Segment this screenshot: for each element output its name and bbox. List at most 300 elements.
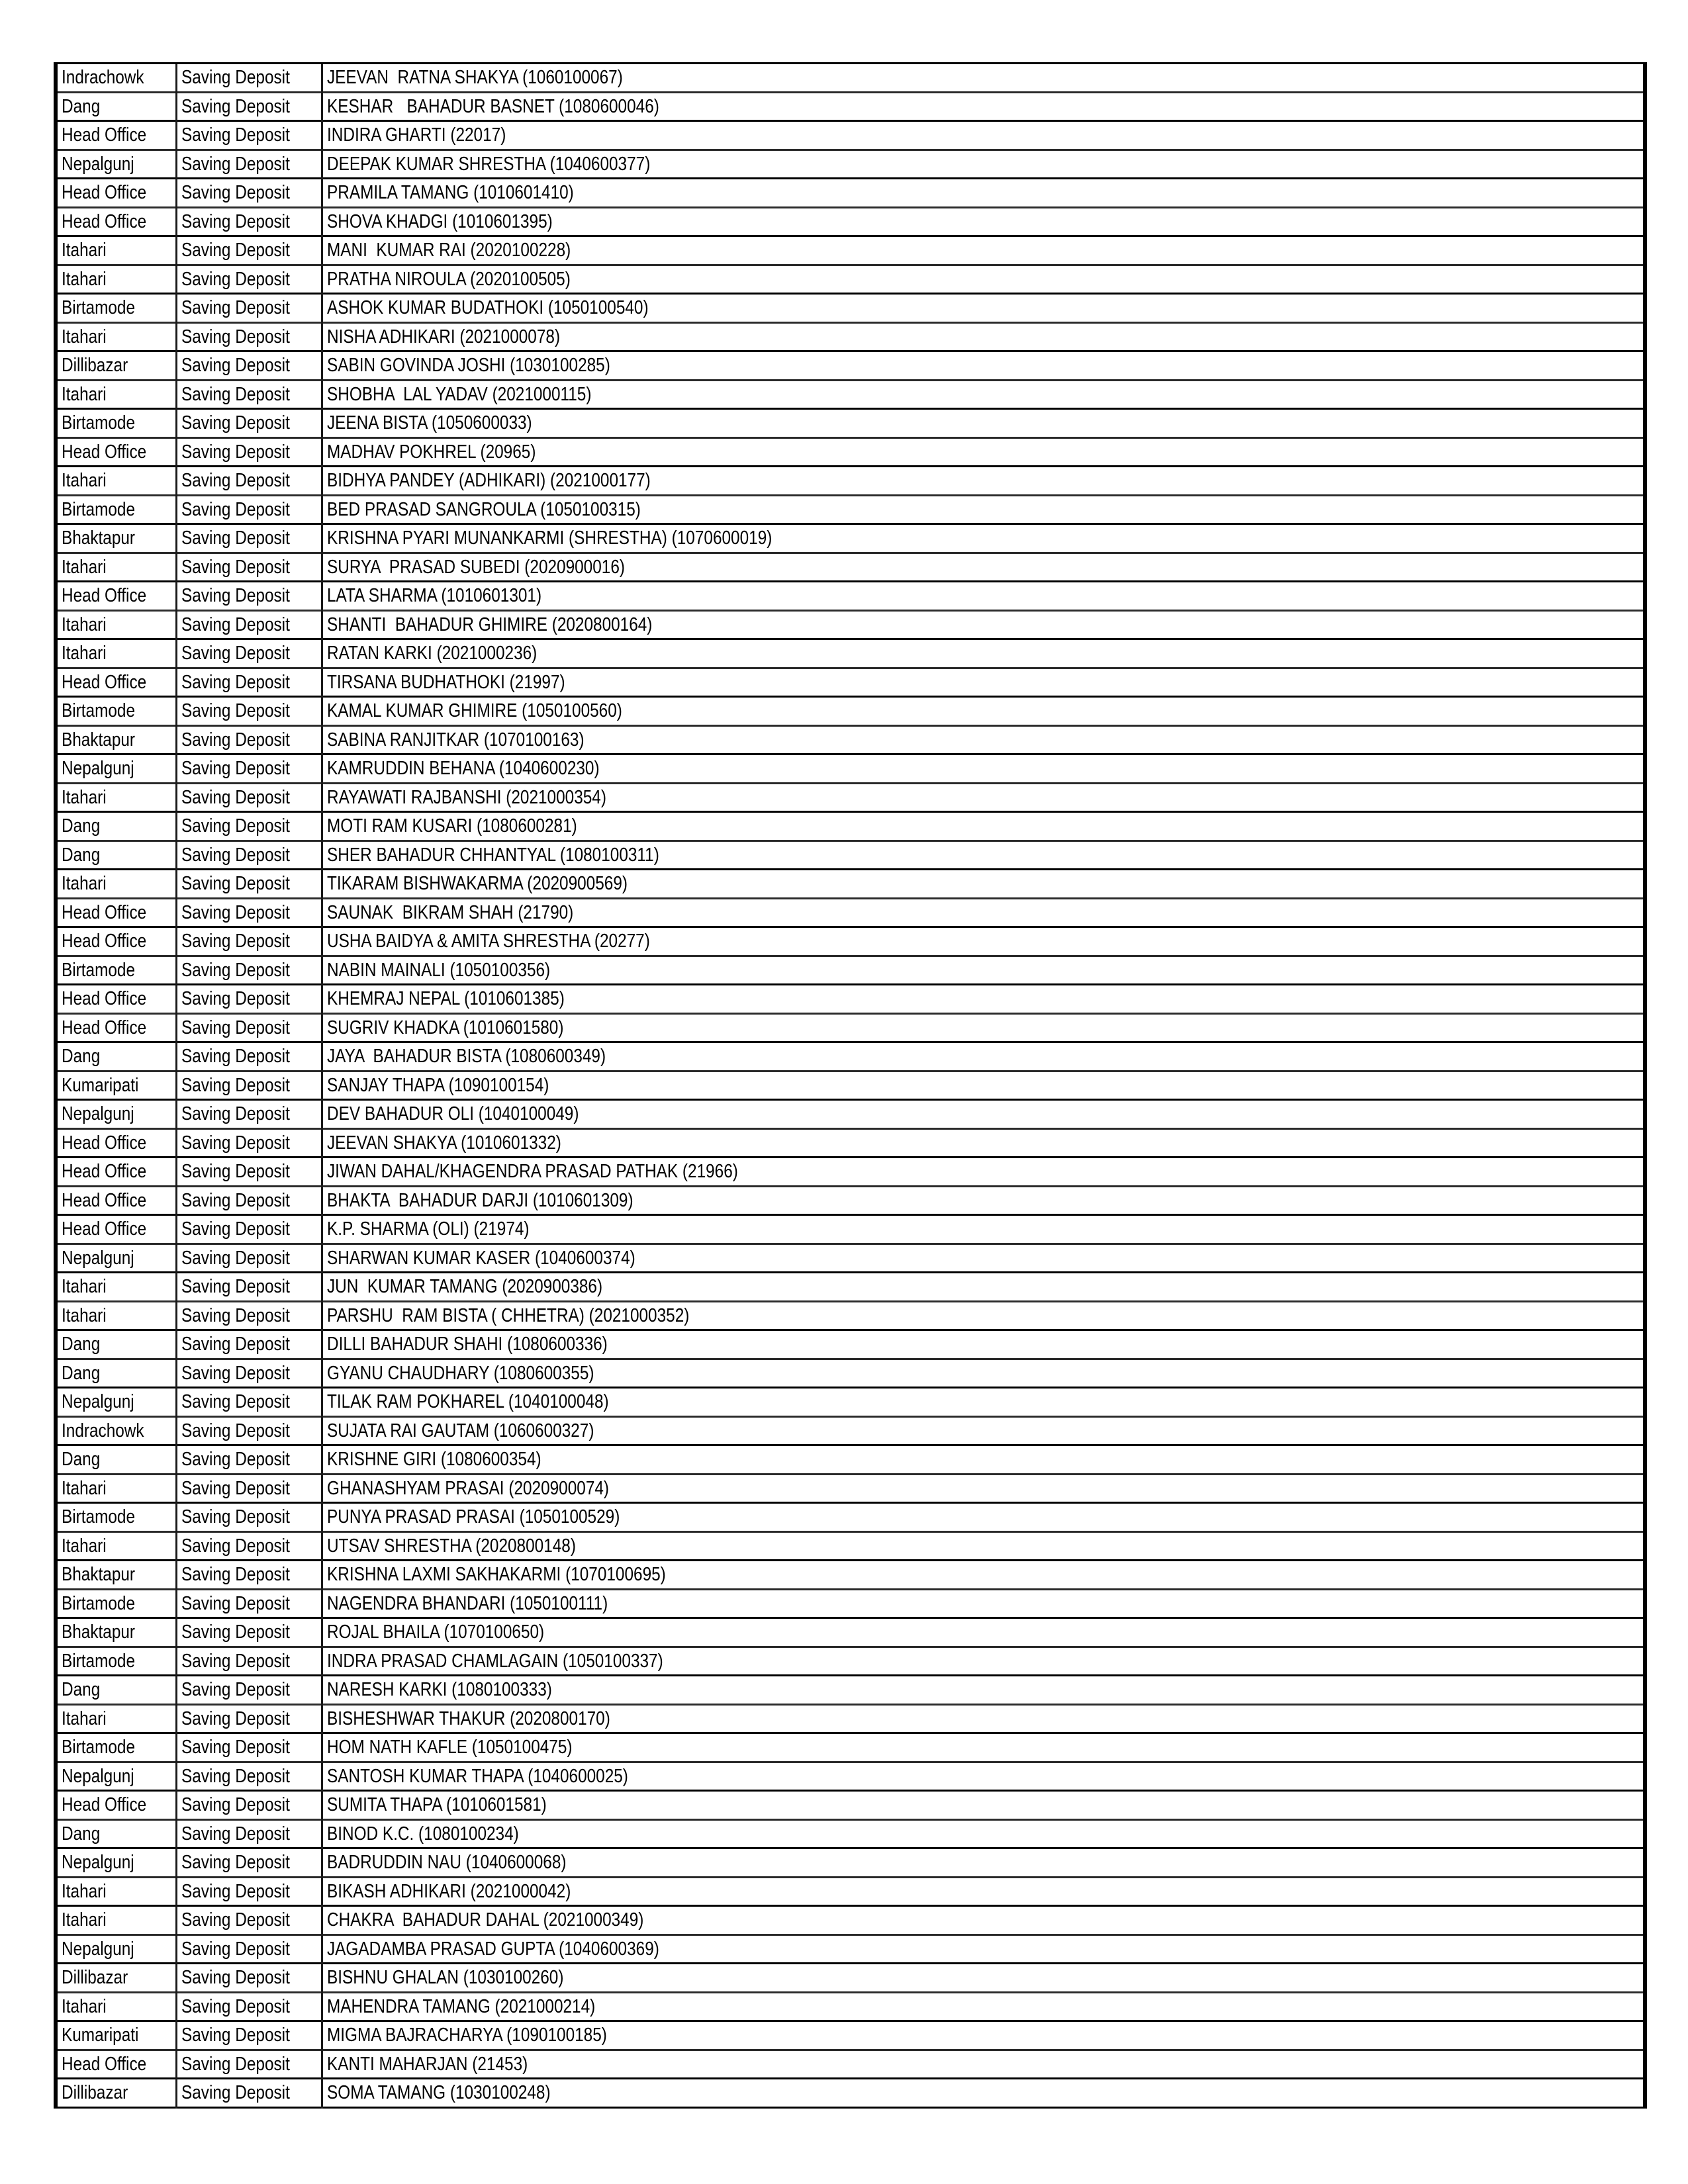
- table-row: [56, 1762, 1645, 1791]
- account-holder-cell: [322, 783, 1645, 812]
- account-type-cell: [176, 1618, 322, 1647]
- branch-text: Bhaktapur: [62, 1564, 136, 1586]
- account-holder-text: INDRA PRASAD CHAMLAGAIN (1050100337): [326, 1650, 663, 1672]
- account-holder-text: SURYA PRASAD SUBEDI (2020900016): [326, 556, 625, 578]
- table-row: [56, 1186, 1645, 1215]
- branch-text: Nepalgunj: [62, 1103, 134, 1125]
- account-type-text: Saving Deposit: [181, 844, 290, 866]
- branch-text: Nepalgunj: [62, 1938, 134, 1960]
- branch-text: Bhaktapur: [62, 729, 136, 751]
- account-holder-text: KAMAL KUMAR GHIMIRE (1050100560): [326, 700, 622, 722]
- account-type-text: Saving Deposit: [181, 1218, 290, 1240]
- branch-cell: [56, 1733, 176, 1762]
- account-holder-cell: [322, 898, 1645, 927]
- account-holder-text: PRAMILA TAMANG (1010601410): [326, 182, 574, 204]
- table-row: [56, 639, 1645, 668]
- account-holder-text: PRATHA NIROULA (2020100505): [326, 268, 571, 290]
- branch-text: Itahari: [62, 614, 107, 635]
- branch-text: Itahari: [62, 268, 107, 290]
- account-holder-text: DEEPAK KUMAR SHRESTHA (1040600377): [326, 153, 650, 175]
- account-type-cell: [176, 351, 322, 381]
- account-type-cell: [176, 2021, 322, 2050]
- account-holder-text: KHEMRAJ NEPAL (1010601385): [326, 988, 565, 1010]
- branch-text: Itahari: [62, 556, 107, 578]
- table-row: [56, 1647, 1645, 1676]
- branch-cell: [56, 1531, 176, 1561]
- account-holder-cell: [322, 1301, 1645, 1330]
- account-type-cell: [176, 1992, 322, 2021]
- account-holder-cell: [322, 409, 1645, 438]
- branch-cell: [56, 898, 176, 927]
- account-type-cell: [176, 495, 322, 524]
- branch-text: Bhaktapur: [62, 527, 136, 549]
- account-holder-cell: [322, 725, 1645, 754]
- account-holder-cell: [322, 870, 1645, 899]
- branch-text: Head Office: [62, 124, 147, 146]
- account-holder-cell: [322, 121, 1645, 150]
- account-holder-cell: [322, 754, 1645, 784]
- table-row: [56, 265, 1645, 294]
- account-type-text: Saving Deposit: [181, 412, 290, 434]
- account-type-text: Saving Deposit: [181, 873, 290, 895]
- table-row: [56, 1791, 1645, 1820]
- account-holder-text: JIWAN DAHAL/KHAGENDRA PRASAD PATHAK (21966): [326, 1161, 738, 1183]
- branch-text: Itahari: [62, 383, 107, 405]
- account-type-text: Saving Deposit: [181, 1477, 290, 1499]
- account-holder-text: BISHESHWAR THAKUR (2020800170): [326, 1707, 610, 1729]
- branch-cell: [56, 553, 176, 582]
- account-holder-text: KRISHNA LAXMI SAKHAKARMI (1070100695): [326, 1564, 666, 1586]
- table-row: [56, 467, 1645, 496]
- account-holder-text: BED PRASAD SANGROULA (1050100315): [326, 498, 641, 520]
- account-type-text: Saving Deposit: [181, 1506, 290, 1528]
- account-holder-text: DILLI BAHADUR SHAHI (1080600336): [326, 1334, 608, 1355]
- branch-cell: [56, 2021, 176, 2050]
- account-type-cell: [176, 841, 322, 870]
- table-row: [56, 322, 1645, 351]
- branch-text: Head Office: [62, 671, 147, 693]
- branch-cell: [56, 351, 176, 381]
- account-type-text: Saving Deposit: [181, 2053, 290, 2075]
- branch-text: Dang: [62, 1362, 101, 1384]
- branch-cell: [56, 437, 176, 467]
- account-type-cell: [176, 1934, 322, 1964]
- branch-cell: [56, 1618, 176, 1647]
- account-type-text: Saving Deposit: [181, 297, 290, 319]
- account-holder-cell: [322, 1848, 1645, 1878]
- branch-cell: [56, 1791, 176, 1820]
- account-holder-cell: [322, 1244, 1645, 1273]
- table-row: [56, 1100, 1645, 1129]
- account-type-text: Saving Deposit: [181, 1880, 290, 1902]
- account-holder-cell: [322, 1158, 1645, 1187]
- account-type-text: Saving Deposit: [181, 729, 290, 751]
- branch-cell: [56, 524, 176, 553]
- account-holder-text: TIRSANA BUDHATHOKI (21997): [326, 671, 565, 693]
- account-type-text: Saving Deposit: [181, 1276, 290, 1298]
- account-type-text: Saving Deposit: [181, 1737, 290, 1758]
- account-holder-text: GYANU CHAUDHARY (1080600355): [326, 1362, 594, 1384]
- account-type-text: Saving Deposit: [181, 1679, 290, 1701]
- account-holder-text: MANI KUMAR RAI (2020100228): [326, 240, 571, 261]
- account-holder-text: PUNYA PRASAD PRASAI (1050100529): [326, 1506, 620, 1528]
- account-type-text: Saving Deposit: [181, 2025, 290, 2046]
- account-type-cell: [176, 1704, 322, 1733]
- account-type-text: Saving Deposit: [181, 210, 290, 232]
- account-holder-cell: [322, 1589, 1645, 1618]
- account-holder-cell: [322, 1100, 1645, 1129]
- table-row: [56, 437, 1645, 467]
- branch-cell: [56, 380, 176, 409]
- account-holder-text: ROJAL BHAILA (1070100650): [326, 1621, 544, 1643]
- account-type-cell: [176, 2079, 322, 2108]
- account-holder-text: MAHENDRA TAMANG (2021000214): [326, 1995, 595, 2017]
- account-holder-text: USHA BAIDYA & AMITA SHRESTHA (20277): [326, 931, 650, 952]
- branch-text: Head Office: [62, 1189, 147, 1211]
- branch-cell: [56, 1589, 176, 1618]
- account-type-text: Saving Deposit: [181, 1794, 290, 1816]
- branch-text: Dillibazar: [62, 2082, 128, 2104]
- branch-cell: [56, 1128, 176, 1158]
- account-type-cell: [176, 639, 322, 668]
- branch-text: Head Office: [62, 210, 147, 232]
- branch-cell: [56, 1359, 176, 1388]
- account-holder-text: NAGENDRA BHANDARI (1050100111): [326, 1592, 608, 1614]
- account-holder-text: JEEVAN RATNA SHAKYA (1060100067): [326, 67, 623, 89]
- branch-cell: [56, 582, 176, 611]
- account-holder-cell: [322, 207, 1645, 236]
- account-holder-cell: [322, 927, 1645, 956]
- account-type-text: Saving Deposit: [181, 1362, 290, 1384]
- table-row: [56, 1848, 1645, 1878]
- account-type-text: Saving Deposit: [181, 1852, 290, 1874]
- account-holder-text: SUJATA RAI GAUTAM (1060600327): [326, 1420, 594, 1441]
- account-type-cell: [176, 322, 322, 351]
- account-holder-text: BIDHYA PANDEY (ADHIKARI) (2021000177): [326, 470, 651, 492]
- branch-text: Itahari: [62, 786, 107, 808]
- branch-text: Indrachowk: [62, 1420, 144, 1441]
- branch-text: Dang: [62, 1046, 101, 1068]
- branch-cell: [56, 1186, 176, 1215]
- account-type-text: Saving Deposit: [181, 1046, 290, 1068]
- branch-cell: [56, 1474, 176, 1503]
- account-type-text: Saving Deposit: [181, 1247, 290, 1269]
- account-type-text: Saving Deposit: [181, 815, 290, 837]
- branch-text: Itahari: [62, 1880, 107, 1902]
- account-holder-text: SANTOSH KUMAR THAPA (1040600025): [326, 1765, 628, 1787]
- branch-cell: [56, 1964, 176, 1993]
- account-type-text: Saving Deposit: [181, 1995, 290, 2017]
- account-type-cell: [176, 1503, 322, 1532]
- branch-text: Dillibazar: [62, 1967, 128, 1989]
- account-holder-cell: [322, 1992, 1645, 2021]
- account-type-text: Saving Deposit: [181, 1535, 290, 1557]
- account-type-text: Saving Deposit: [181, 1564, 290, 1586]
- account-type-text: Saving Deposit: [181, 1449, 290, 1471]
- branch-text: Itahari: [62, 326, 107, 347]
- account-holder-text: DEV BAHADUR OLI (1040100049): [326, 1103, 579, 1125]
- account-holder-text: JEENA BISTA (1050600033): [326, 412, 532, 434]
- account-holder-text: SUMITA THAPA (1010601581): [326, 1794, 547, 1816]
- branch-text: Birtamode: [62, 1650, 136, 1672]
- branch-text: Kumaripati: [62, 2025, 139, 2046]
- table-row: [56, 524, 1645, 553]
- table-row: [56, 2079, 1645, 2108]
- account-type-cell: [176, 437, 322, 467]
- account-type-text: Saving Deposit: [181, 901, 290, 923]
- account-type-text: Saving Deposit: [181, 786, 290, 808]
- branch-text: Itahari: [62, 470, 107, 492]
- table-row: [56, 898, 1645, 927]
- account-type-cell: [176, 92, 322, 121]
- account-type-text: Saving Deposit: [181, 470, 290, 492]
- account-type-cell: [176, 1762, 322, 1791]
- branch-cell: [56, 668, 176, 697]
- account-type-cell: [176, 294, 322, 323]
- account-holder-text: SABIN GOVINDA JOSHI (1030100285): [326, 355, 610, 377]
- branch-text: Birtamode: [62, 412, 136, 434]
- branch-cell: [56, 1330, 176, 1359]
- account-holder-text: HOM NATH KAFLE (1050100475): [326, 1737, 573, 1758]
- account-holder-text: NARESH KARKI (1080100333): [326, 1679, 552, 1701]
- account-holder-cell: [322, 322, 1645, 351]
- account-type-cell: [176, 1042, 322, 1071]
- branch-text: Dang: [62, 1334, 101, 1355]
- account-type-text: Saving Deposit: [181, 1621, 290, 1643]
- table-row: [56, 1819, 1645, 1848]
- account-holder-text: BIKASH ADHIKARI (2021000042): [326, 1880, 571, 1902]
- account-type-text: Saving Deposit: [181, 527, 290, 549]
- account-holder-text: SHANTI BAHADUR GHIMIRE (2020800164): [326, 614, 652, 635]
- branch-cell: [56, 1762, 176, 1791]
- account-type-cell: [176, 668, 322, 697]
- account-type-text: Saving Deposit: [181, 931, 290, 952]
- account-holder-cell: [322, 150, 1645, 179]
- account-holder-text: KANTI MAHARJAN (21453): [326, 2053, 528, 2075]
- branch-text: Head Office: [62, 988, 147, 1010]
- account-holder-text: JUN KUMAR TAMANG (2020900386): [326, 1276, 602, 1298]
- branch-cell: [56, 1445, 176, 1475]
- table-row: [56, 351, 1645, 381]
- account-holder-text: SHOVA KHADGI (1010601395): [326, 210, 553, 232]
- account-type-cell: [176, 1301, 322, 1330]
- account-type-text: Saving Deposit: [181, 1707, 290, 1729]
- branch-text: Dang: [62, 1823, 101, 1844]
- branch-cell: [56, 265, 176, 294]
- account-type-text: Saving Deposit: [181, 1909, 290, 1931]
- branch-cell: [56, 2050, 176, 2079]
- account-type-cell: [176, 207, 322, 236]
- account-holder-text: MADHAV POKHREL (20965): [326, 441, 536, 463]
- account-holder-cell: [322, 1330, 1645, 1359]
- account-type-text: Saving Deposit: [181, 240, 290, 261]
- account-holder-cell: [322, 1474, 1645, 1503]
- table-row: [56, 236, 1645, 265]
- account-type-text: Saving Deposit: [181, 1189, 290, 1211]
- branch-cell: [56, 121, 176, 150]
- account-holder-cell: [322, 294, 1645, 323]
- account-type-cell: [176, 1445, 322, 1475]
- table-row: [56, 1013, 1645, 1042]
- table-row: [56, 841, 1645, 870]
- account-holder-cell: [322, 1013, 1645, 1042]
- branch-cell: [56, 956, 176, 985]
- branch-cell: [56, 1503, 176, 1532]
- account-holder-text: BADRUDDIN NAU (1040600068): [326, 1852, 566, 1874]
- account-type-text: Saving Deposit: [181, 1938, 290, 1960]
- branch-text: Nepalgunj: [62, 153, 134, 175]
- branch-cell: [56, 64, 176, 93]
- branch-text: Itahari: [62, 1276, 107, 1298]
- branch-cell: [56, 985, 176, 1014]
- account-holder-text: MOTI RAM KUSARI (1080600281): [326, 815, 577, 837]
- account-type-text: Saving Deposit: [181, 671, 290, 693]
- account-type-cell: [176, 812, 322, 841]
- account-holder-cell: [322, 1762, 1645, 1791]
- branch-cell: [56, 1273, 176, 1302]
- branch-cell: [56, 495, 176, 524]
- branch-text: Dang: [62, 844, 101, 866]
- branch-text: Nepalgunj: [62, 1247, 134, 1269]
- account-holder-cell: [322, 437, 1645, 467]
- table-row: [56, 1561, 1645, 1590]
- table-row: [56, 956, 1645, 985]
- account-type-cell: [176, 265, 322, 294]
- account-type-cell: [176, 1158, 322, 1187]
- account-holder-cell: [322, 1273, 1645, 1302]
- account-holder-text: SHARWAN KUMAR KASER (1040600374): [326, 1247, 635, 1269]
- branch-cell: [56, 870, 176, 899]
- account-type-cell: [176, 1531, 322, 1561]
- account-type-text: Saving Deposit: [181, 383, 290, 405]
- table-row: [56, 725, 1645, 754]
- account-type-cell: [176, 870, 322, 899]
- account-type-text: Saving Deposit: [181, 182, 290, 204]
- account-type-text: Saving Deposit: [181, 1765, 290, 1787]
- branch-text: Itahari: [62, 1477, 107, 1499]
- branch-cell: [56, 1848, 176, 1878]
- branch-cell: [56, 1877, 176, 1906]
- account-type-text: Saving Deposit: [181, 1074, 290, 1096]
- table-row: [56, 2021, 1645, 2050]
- account-holder-text: SOMA TAMANG (1030100248): [326, 2082, 551, 2104]
- account-holder-cell: [322, 524, 1645, 553]
- branch-text: Head Office: [62, 901, 147, 923]
- table-row: [56, 294, 1645, 323]
- account-type-text: Saving Deposit: [181, 1420, 290, 1441]
- account-holder-cell: [322, 1128, 1645, 1158]
- table-row: [56, 783, 1645, 812]
- account-holder-text: GHANASHYAM PRASAI (2020900074): [326, 1477, 609, 1499]
- account-holder-text: TIKARAM BISHWAKARMA (2020900569): [326, 873, 628, 895]
- branch-text: Birtamode: [62, 959, 136, 981]
- account-holder-text: JAGADAMBA PRASAD GUPTA (1040600369): [326, 1938, 659, 1960]
- branch-text: Dillibazar: [62, 355, 128, 377]
- account-holder-text: KRISHNE GIRI (1080600354): [326, 1449, 541, 1471]
- table-row: [56, 1934, 1645, 1964]
- branch-text: Head Office: [62, 1017, 147, 1038]
- branch-text: Itahari: [62, 240, 107, 261]
- table-row: [56, 1474, 1645, 1503]
- branch-text: Birtamode: [62, 498, 136, 520]
- table-row: [56, 409, 1645, 438]
- branch-text: Head Office: [62, 585, 147, 607]
- account-type-cell: [176, 1647, 322, 1676]
- table-row: [56, 1589, 1645, 1618]
- branch-text: Birtamode: [62, 1506, 136, 1528]
- account-type-cell: [176, 1906, 322, 1935]
- account-type-cell: [176, 1733, 322, 1762]
- account-type-cell: [176, 927, 322, 956]
- account-holder-cell: [322, 265, 1645, 294]
- account-type-cell: [176, 1215, 322, 1244]
- account-holder-text: RATAN KARKI (2021000236): [326, 643, 537, 664]
- account-type-cell: [176, 1848, 322, 1878]
- account-holder-cell: [322, 2021, 1645, 2050]
- account-type-cell: [176, 1013, 322, 1042]
- branch-text: Nepalgunj: [62, 1391, 134, 1413]
- account-holder-cell: [322, 64, 1645, 93]
- branch-cell: [56, 697, 176, 726]
- table-row: [56, 697, 1645, 726]
- account-type-cell: [176, 553, 322, 582]
- account-type-cell: [176, 1819, 322, 1848]
- branch-cell: [56, 179, 176, 208]
- account-holder-cell: [322, 697, 1645, 726]
- account-type-cell: [176, 524, 322, 553]
- branch-cell: [56, 812, 176, 841]
- account-type-text: Saving Deposit: [181, 1103, 290, 1125]
- branch-text: Dang: [62, 95, 101, 117]
- account-holder-text: UTSAV SHRESTHA (2020800148): [326, 1535, 576, 1557]
- account-type-text: Saving Deposit: [181, 1132, 290, 1154]
- account-type-cell: [176, 150, 322, 179]
- account-type-cell: [176, 1244, 322, 1273]
- account-holder-text: SUGRIV KHADKA (1010601580): [326, 1017, 563, 1038]
- table-row: [56, 1618, 1645, 1647]
- account-holder-cell: [322, 956, 1645, 985]
- branch-text: Itahari: [62, 1995, 107, 2017]
- account-holder-cell: [322, 985, 1645, 1014]
- account-holder-text: KESHAR BAHADUR BASNET (1080600046): [326, 95, 659, 117]
- account-type-cell: [176, 985, 322, 1014]
- account-holder-cell: [322, 351, 1645, 381]
- branch-text: Bhaktapur: [62, 1621, 136, 1643]
- branch-cell: [56, 1244, 176, 1273]
- account-holder-cell: [322, 179, 1645, 208]
- account-type-cell: [176, 1474, 322, 1503]
- account-type-text: Saving Deposit: [181, 585, 290, 607]
- table-row: [56, 1273, 1645, 1302]
- branch-text: Dang: [62, 815, 101, 837]
- account-holder-cell: [322, 495, 1645, 524]
- account-type-cell: [176, 1273, 322, 1302]
- branch-text: Birtamode: [62, 700, 136, 722]
- branch-text: Itahari: [62, 1707, 107, 1729]
- account-holder-text: CHAKRA BAHADUR DAHAL (2021000349): [326, 1909, 643, 1931]
- branch-text: Nepalgunj: [62, 1852, 134, 1874]
- account-type-cell: [176, 380, 322, 409]
- account-holder-text: TILAK RAM POKHAREL (1040100048): [326, 1391, 609, 1413]
- account-type-text: Saving Deposit: [181, 67, 290, 89]
- branch-cell: [56, 639, 176, 668]
- account-type-cell: [176, 1416, 322, 1445]
- account-holder-cell: [322, 1964, 1645, 1993]
- branch-cell: [56, 1819, 176, 1848]
- account-holder-cell: [322, 668, 1645, 697]
- account-list-body: [56, 64, 1645, 2108]
- account-type-cell: [176, 1964, 322, 1993]
